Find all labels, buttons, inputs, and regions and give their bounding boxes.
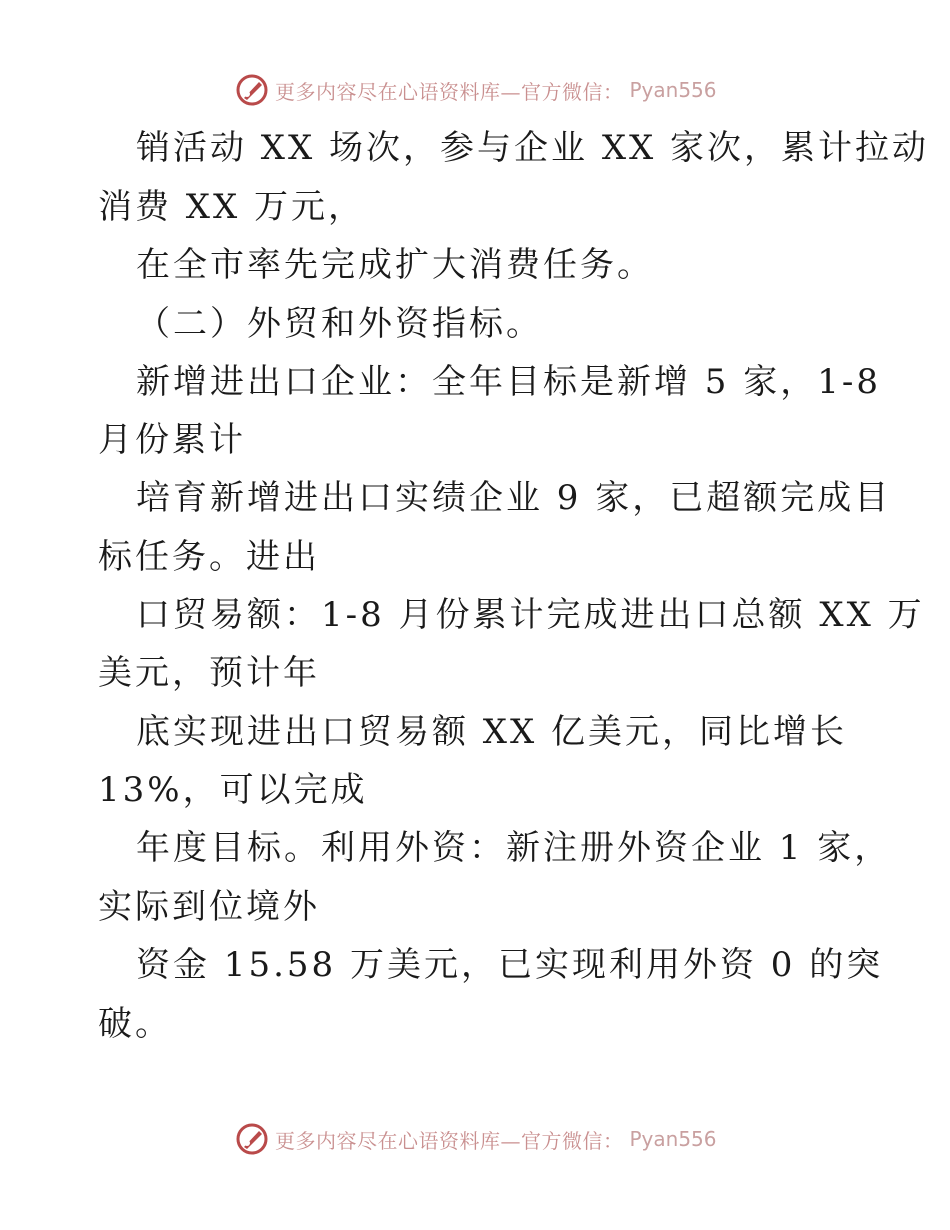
body-line: 培育新增进出口实绩企业 9 家，已超额完成目: [136, 478, 892, 518]
section-heading: （二）外贸和外资指标。: [136, 304, 543, 344]
quill-seal-icon: [235, 73, 269, 107]
body-line: 消费 XX 万元，: [98, 187, 366, 227]
watermark-text: 更多内容尽在心语资料库—官方微信：: [275, 79, 624, 104]
body-line: 美元，预计年: [98, 653, 320, 693]
body-line: 口贸易额：1-8 月份累计完成进出口总额 XX 万: [136, 595, 925, 635]
body-line: 标任务。进出: [98, 537, 320, 577]
quill-seal-icon: [235, 1122, 269, 1156]
watermark-handle: Pyan556: [629, 1127, 717, 1151]
body-line: 在全市率先完成扩大消费任务。: [136, 245, 654, 285]
footer-watermark: [235, 1122, 717, 1156]
body-line: 月份累计: [98, 420, 246, 460]
watermark-handle: Pyan556: [629, 78, 717, 102]
body-line: 新增进出口企业：全年目标是新增 5 家，1-8: [136, 362, 881, 402]
body-line: 实际到位境外: [98, 887, 320, 927]
body-line: 底实现进出口贸易额 XX 亿美元，同比增长: [136, 712, 848, 752]
body-line: 资金 15.58 万美元，已实现利用外资 0 的突: [136, 945, 884, 985]
watermark-text: 更多内容尽在心语资料库—官方微信：: [275, 1128, 624, 1153]
body-line: 破。: [98, 1004, 172, 1044]
header-watermark: [235, 73, 717, 107]
body-line: 年度目标。利用外资：新注册外资企业 1 家，: [136, 828, 892, 868]
body-line: 销活动 XX 场次，参与企业 XX 家次，累计拉动: [136, 128, 930, 168]
body-line: 13%，可以完成: [98, 770, 368, 810]
